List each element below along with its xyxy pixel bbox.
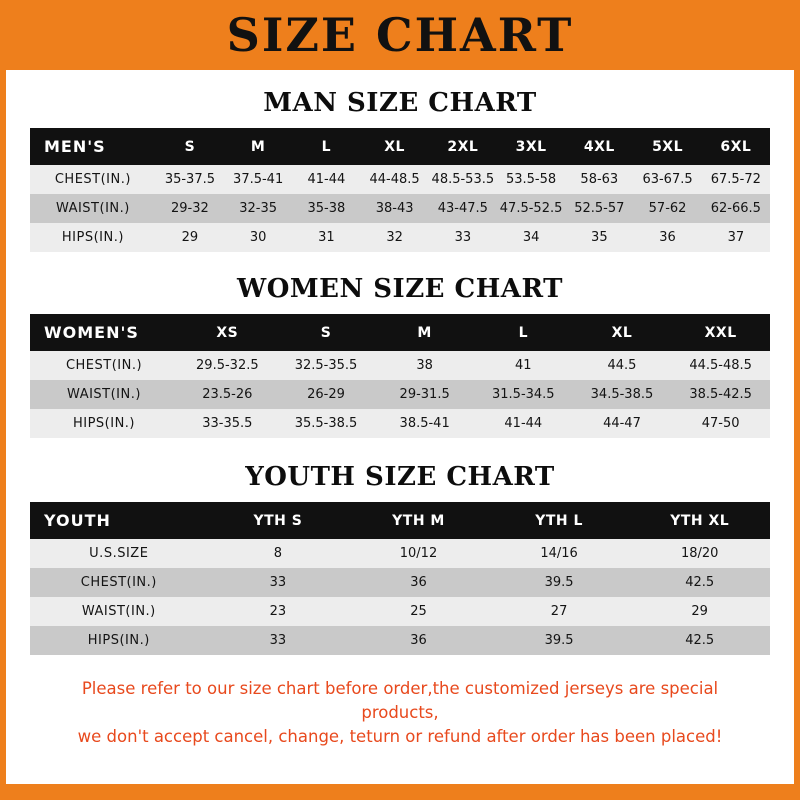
column-header: 6XL xyxy=(720,138,752,155)
section-title-women: WOMEN SIZE CHART xyxy=(237,274,563,304)
table-cell: 39.5 xyxy=(544,575,574,590)
table-cell: 26-29 xyxy=(307,387,345,402)
row-label: CHEST(IN.) xyxy=(80,575,157,590)
table-cell: 29 xyxy=(691,604,708,619)
table-row xyxy=(30,568,770,597)
table-cell: 44-47 xyxy=(603,416,641,431)
table-cell: 58-63 xyxy=(580,172,619,187)
table-cell: 62-66.5 xyxy=(710,201,761,216)
table-cell: 23 xyxy=(269,604,287,619)
table-cell: 38-43 xyxy=(375,201,414,216)
table-cell: 25 xyxy=(410,604,427,619)
table-cell: 47-50 xyxy=(701,416,740,431)
column-header: 5XL xyxy=(652,138,684,155)
table-header-row xyxy=(30,128,770,165)
table-row xyxy=(30,351,770,380)
column-header: 4XL xyxy=(583,138,615,155)
table-cell: 14/16 xyxy=(540,546,578,561)
table-cell: 32-35 xyxy=(239,201,278,216)
column-header: 3XL xyxy=(515,138,547,155)
table-row xyxy=(30,409,770,438)
table-cell: 34.5-38.5 xyxy=(590,387,654,402)
table-cell: 32 xyxy=(386,230,403,245)
table-row xyxy=(30,194,770,223)
table-cell: 33 xyxy=(269,633,287,648)
table-cell: 29.5-32.5 xyxy=(196,358,259,373)
table-cell: 53.5-58 xyxy=(505,172,557,187)
column-header: YTH XL xyxy=(670,512,730,529)
table-row xyxy=(30,626,770,655)
table-cell: 47.5-52.5 xyxy=(499,201,563,216)
table-cell: 29 xyxy=(181,230,199,245)
row-label: HIPS(IN.) xyxy=(61,230,124,245)
table-cell: 39.5 xyxy=(544,633,574,648)
table-cell: 36 xyxy=(410,575,427,590)
column-header: XL xyxy=(611,324,633,341)
table-cell: 37.5-41 xyxy=(233,172,284,187)
table-cell: 44-48.5 xyxy=(369,172,420,187)
row-label: WAIST(IN.) xyxy=(55,201,130,216)
column-header: YOUTH xyxy=(44,511,111,530)
column-header: YTH M xyxy=(392,512,445,529)
column-header: YTH S xyxy=(253,512,303,529)
table-cell: 30 xyxy=(249,230,267,245)
row-label: CHEST(IN.) xyxy=(65,358,143,373)
table-women-size xyxy=(30,314,770,438)
column-header: XS xyxy=(216,324,239,341)
page-banner xyxy=(0,0,800,70)
bottom-accent-bar xyxy=(0,784,800,800)
table-cell: 29-32 xyxy=(171,201,209,216)
row-label: WAIST(IN.) xyxy=(67,387,141,402)
column-header: L xyxy=(321,138,332,155)
table-cell: 10/12 xyxy=(399,546,438,561)
table-cell: 34 xyxy=(522,230,540,245)
table-cell: 31.5-34.5 xyxy=(492,387,555,402)
table-row xyxy=(30,539,770,568)
section-title-man: MAN SIZE CHART xyxy=(263,88,537,118)
column-header: L xyxy=(518,324,528,341)
table-header-row xyxy=(30,502,770,539)
table-row xyxy=(30,597,770,626)
table-cell: 57-62 xyxy=(648,201,687,216)
table-cell: 48.5-53.5 xyxy=(431,172,495,187)
table-cell: 36 xyxy=(659,230,676,245)
table-cell: 27 xyxy=(550,604,568,619)
table-cell: 37 xyxy=(727,230,745,245)
column-header: S xyxy=(320,324,332,341)
column-header: YTH L xyxy=(535,512,583,529)
column-header: S xyxy=(184,138,196,155)
table-cell: 33-35.5 xyxy=(202,416,253,431)
content-area xyxy=(6,88,794,749)
table-cell: 67.5-72 xyxy=(710,172,761,187)
table-header-row xyxy=(30,314,770,351)
table-cell: 35.5-38.5 xyxy=(294,416,358,431)
table-cell: 42.5 xyxy=(685,575,715,590)
table-cell: 8 xyxy=(273,546,283,561)
table-cell: 43-47.5 xyxy=(437,201,488,216)
table-cell: 44.5-48.5 xyxy=(689,358,752,373)
column-header: XL xyxy=(384,138,405,155)
footnote-line-2: we don't accept cancel, change, teturn or refund after order has been placed! xyxy=(77,726,723,746)
table-row xyxy=(30,165,770,194)
table-cell: 18/20 xyxy=(680,546,719,561)
row-label: CHEST(IN.) xyxy=(54,172,131,187)
table-cell: 44.5 xyxy=(607,358,637,373)
section-title-youth: YOUTH SIZE CHART xyxy=(245,462,555,492)
table-cell: 63-67.5 xyxy=(642,172,693,187)
table-cell: 41-44 xyxy=(307,172,346,187)
column-header: WOMEN'S xyxy=(44,323,139,342)
table-cell: 32.5-35.5 xyxy=(294,358,358,373)
footnote xyxy=(30,677,770,749)
table-cell: 41 xyxy=(515,358,532,373)
table-cell: 36 xyxy=(410,633,427,648)
table-cell: 38.5-42.5 xyxy=(689,387,752,402)
row-label: U.S.SIZE xyxy=(89,546,149,561)
table-cell: 35 xyxy=(591,230,608,245)
page-title: SIZE CHART xyxy=(226,8,574,62)
table-cell: 35-38 xyxy=(307,201,346,216)
table-cell: 42.5 xyxy=(685,633,715,648)
table-cell: 38.5-41 xyxy=(399,416,450,431)
column-header: 2XL xyxy=(447,138,479,155)
column-header: XXL xyxy=(704,324,737,341)
table-cell: 29-31.5 xyxy=(399,387,450,402)
table-youth-size xyxy=(30,502,770,655)
table-man-size xyxy=(30,128,770,252)
row-label: HIPS(IN.) xyxy=(72,416,136,431)
table-cell: 35-37.5 xyxy=(164,172,215,187)
table-cell: 31 xyxy=(318,230,335,245)
row-label: HIPS(IN.) xyxy=(87,633,150,648)
footnote-line-1: Please refer to our size chart before order,the customized jerseys are special products, xyxy=(81,679,719,722)
table-cell: 23.5-26 xyxy=(202,387,253,402)
table-cell: 38 xyxy=(416,358,433,373)
table-cell: 41-44 xyxy=(504,416,543,431)
column-header: M xyxy=(417,324,432,341)
column-header: MEN'S xyxy=(44,137,106,156)
row-label: WAIST(IN.) xyxy=(81,604,156,619)
table-row xyxy=(30,223,770,252)
table-row xyxy=(30,380,770,409)
table-cell: 52.5-57 xyxy=(574,201,625,216)
table-cell: 33 xyxy=(454,230,472,245)
column-header: M xyxy=(250,138,266,155)
table-cell: 33 xyxy=(269,575,287,590)
